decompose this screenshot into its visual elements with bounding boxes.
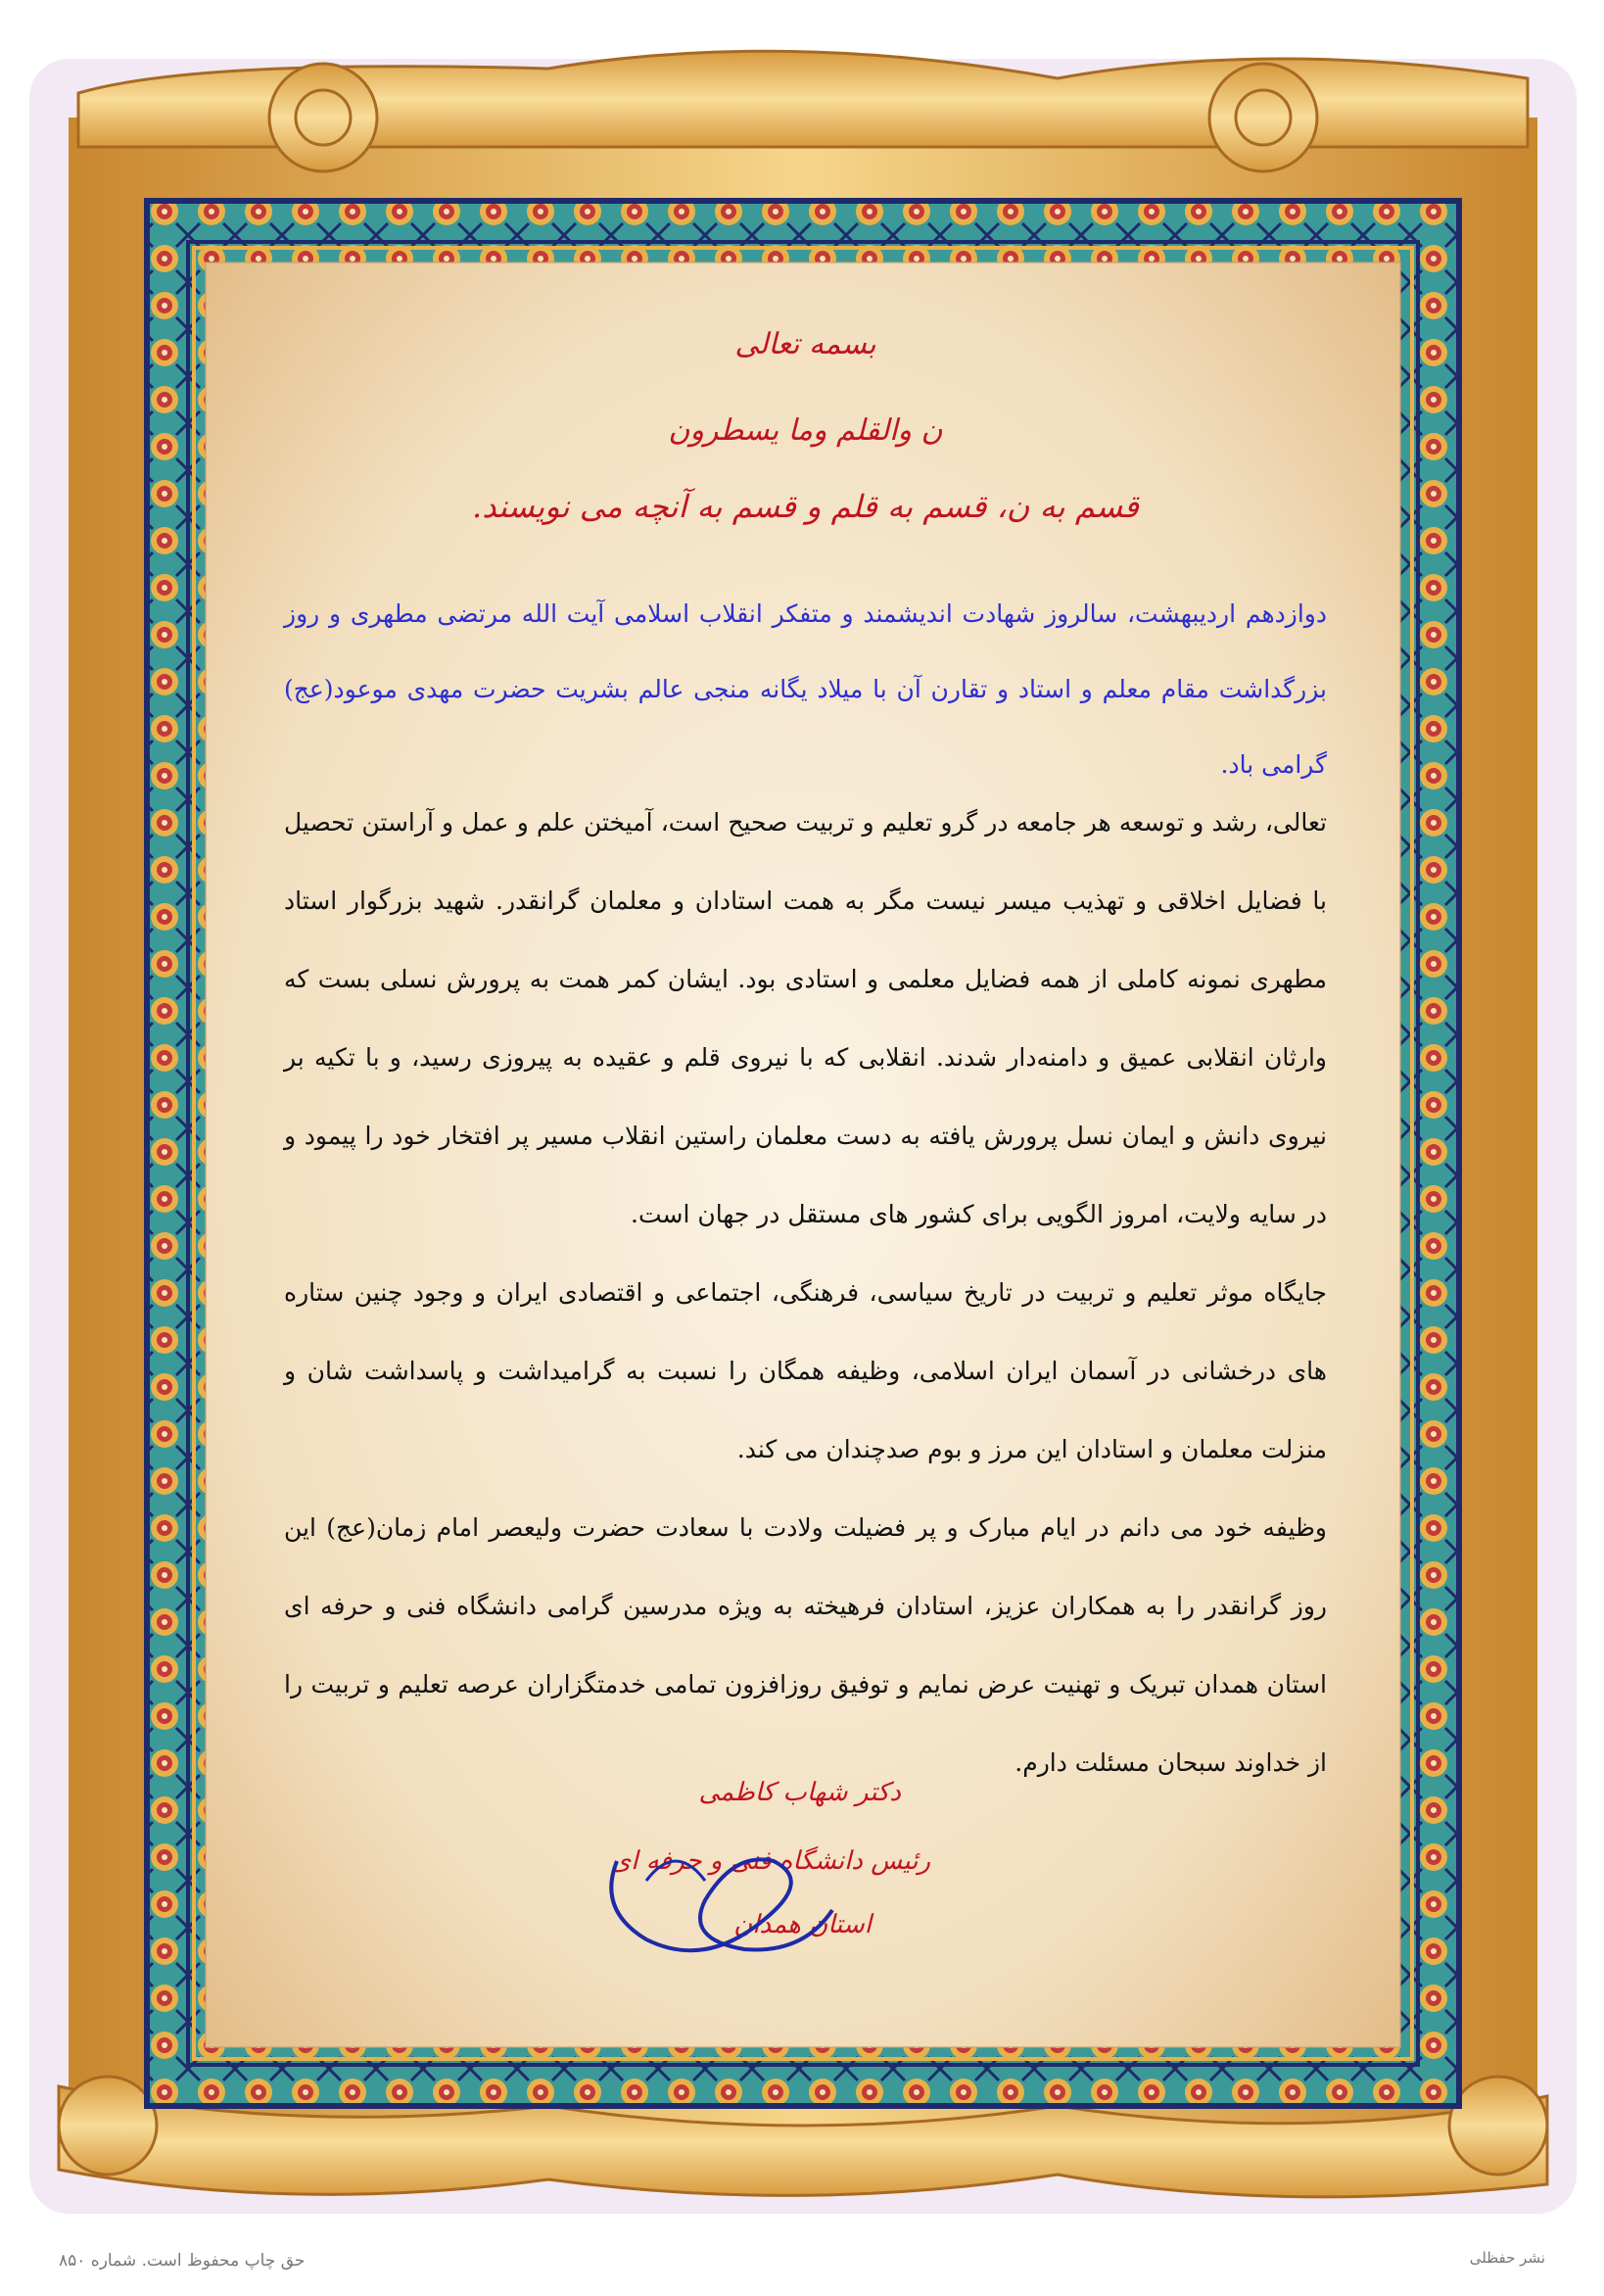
body-paragraph: جایگاه موثر تعلیم و تربیت در تاریخ سیاسی، فرهنگی، اجتماعی و اقتصادی ایران و وجود چنین ستاره های درخشانی در آسمان ایران اسلامی، وظیفه همگان را نسبت به گرامیداشت و پاسداشت شان و منزلت معلمان و استادان این مرز و بوم صدچندان می کند. — [284, 1278, 1327, 1463]
copyright-text: حق چاپ محفوظ است. شماره ۸۵۰ — [59, 2251, 306, 2271]
signer-title: رئیس دانشگاه فنی و حرفه ای — [610, 1846, 930, 1876]
quran-verse: ن والقلم وما یسطرون — [668, 413, 943, 448]
verse-translation: قسم به ن، قسم به قلم و قسم به آنچه می نویسند. — [472, 488, 1139, 525]
publisher-label: نشر حفظلی — [1469, 2249, 1545, 2267]
handwritten-signature — [588, 1822, 842, 1979]
publisher-text — [1470, 2249, 1545, 2267]
signer-name: دکتر شهاب کاظمی — [698, 1778, 901, 1807]
intro-paragraph: دوازدهم اردیبهشت، سالروز شهادت اندیشمند و متفکر انقلاب اسلامی آیت الله مرتضی مطهری و روز بزرگداشت مقام معلم و استاد و تقارن آن با میلاد یگانه منجی عالم بشریت حضرت مهدی موعود(عج) گرامی باد. — [284, 599, 1327, 779]
body-paragraph: وظیفه خود می دانم در ایام مبارک و پر فضیلت ولادت با سعادت حضرت ولیعصر امام زمان(عج) این روز گرانقدر را به همکاران عزیز، استادان فرهیخته به ویژه مدرسین گرامی دانشگاه فنی و حرفه ای استان همدان تبریک و تهنیت عرض نمایم و توفیق روزافزون تمامی خدمتگزاران عرصه تعلیم و تربیت را از خداوند سبحان مسئلت دارم. — [284, 1513, 1327, 1777]
body-paragraph: تعالی، رشد و توسعه هر جامعه در گرو تعلیم و تربیت صحیح است، آمیختن علم و عمل و آراستن تحصیل با فضایل اخلاقی و تهذیب میسر نیست مگر به همت استادان و معلمان گرانقدر. شهید بزرگوار استاد مطهری نمونه کاملی از همه فضایل معلمی و استادی بود. ایشان کمر همت به پرورش نسلی بست که وارثان انقلابی عمیق و دامنه‌دار شدند. انقلابی که با نیروی قلم و عقیده به پیروزی رسید، و با تکیه بر نیروی دانش و ایمان نسل پرورش یافته به دست معلمان راستین انقلاب مسیر پر افتخار خود را پیمود و در سایه ولایت، امروز الگویی برای کشور های مستقل در جهان است. — [284, 808, 1327, 1228]
signer-province: استان همدان — [733, 1910, 872, 1939]
bismillah-heading: بسمه تعالی — [734, 327, 876, 361]
letter-body — [284, 784, 1327, 1802]
